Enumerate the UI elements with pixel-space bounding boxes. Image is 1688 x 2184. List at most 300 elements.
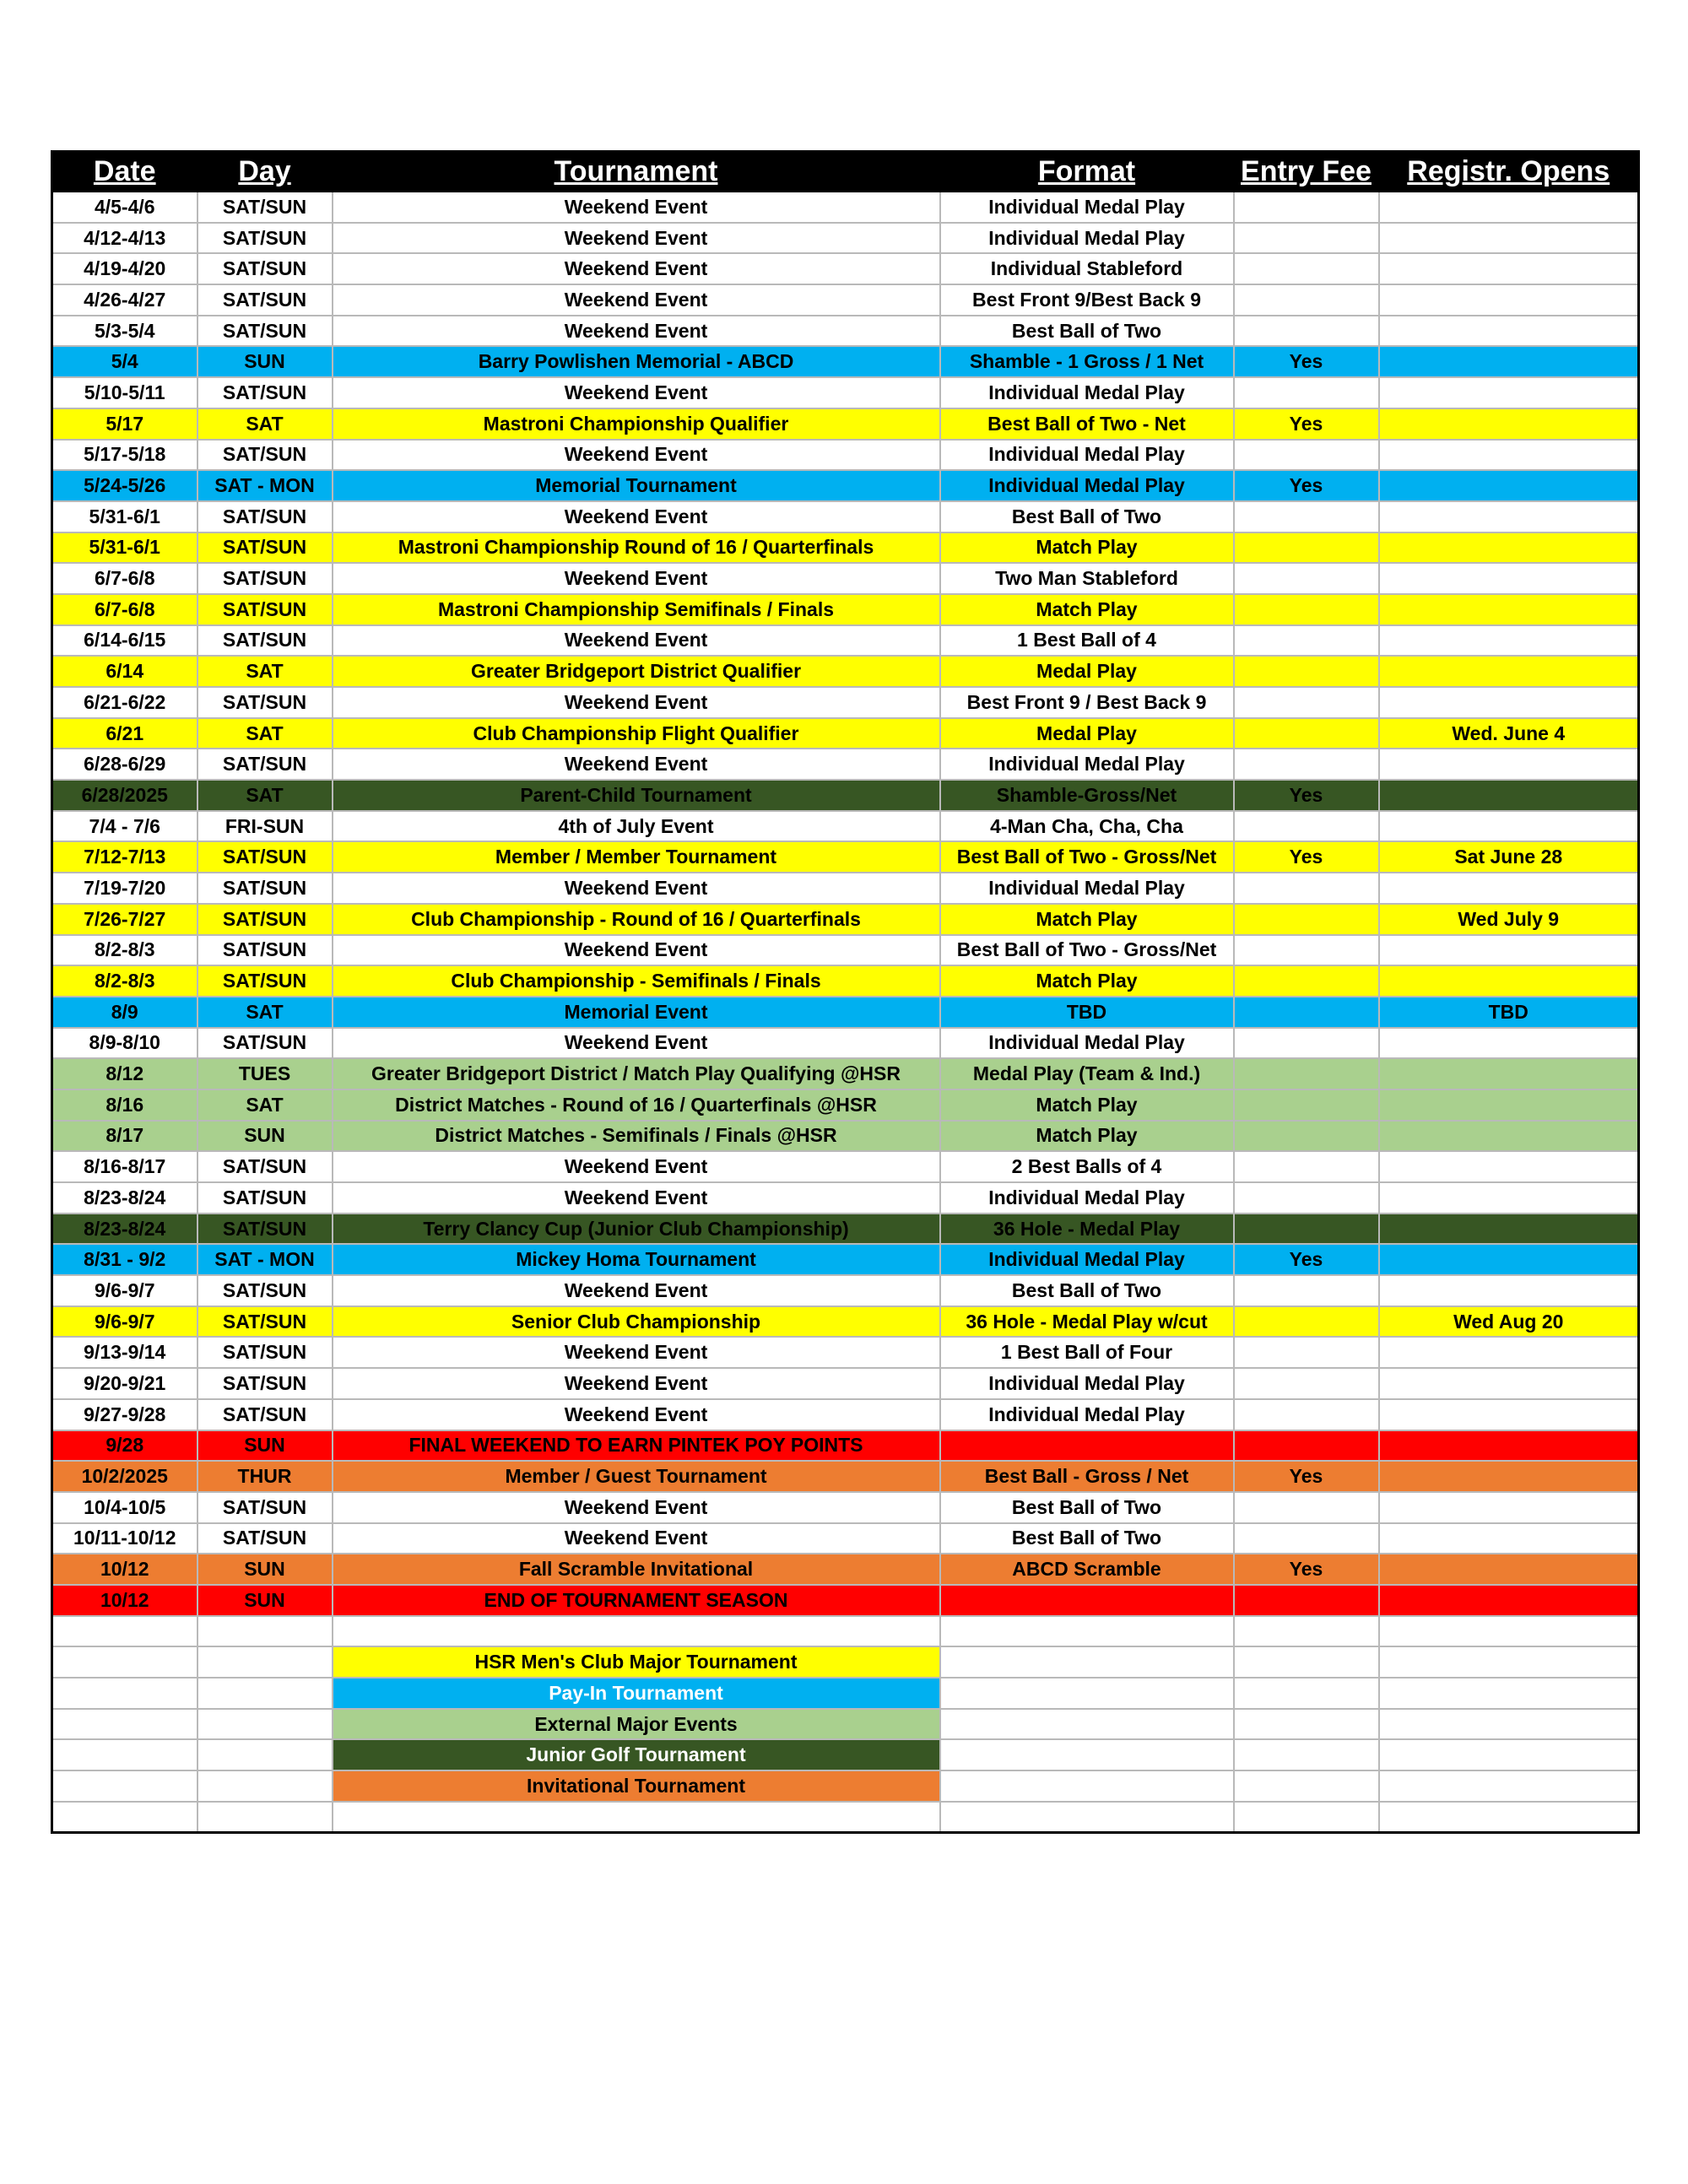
- table-row: [52, 563, 1639, 594]
- date-cell: 4/19-4/20: [52, 253, 197, 284]
- table-row: [52, 1430, 1639, 1462]
- tournament-cell: Weekend Event: [333, 501, 940, 532]
- entry-fee-cell: [1234, 687, 1379, 718]
- day-cell: SAT/SUN: [197, 532, 333, 564]
- entry-fee-cell: [1234, 532, 1379, 564]
- tournament-cell: Weekend Event: [333, 316, 940, 347]
- empty-cell: [940, 1709, 1234, 1740]
- empty-cell: [52, 1802, 197, 1833]
- format-cell: Best Ball - Gross / Net: [940, 1461, 1234, 1492]
- day-cell: SAT/SUN: [197, 1214, 333, 1245]
- empty-cell: [1234, 1709, 1379, 1740]
- empty-cell: [197, 1739, 333, 1770]
- format-cell: Medal Play: [940, 656, 1234, 687]
- tournament-cell: Mastroni Championship Round of 16 / Quarterfinals: [333, 532, 940, 564]
- date-cell: 8/23-8/24: [52, 1182, 197, 1214]
- registration-opens-cell: [1379, 1554, 1639, 1585]
- empty-cell: [940, 1802, 1234, 1833]
- tournament-cell: Greater Bridgeport District Qualifier: [333, 656, 940, 687]
- date-cell: 9/27-9/28: [52, 1399, 197, 1430]
- tournament-cell: Weekend Event: [333, 1182, 940, 1214]
- registration-opens-cell: [1379, 1337, 1639, 1368]
- format-cell: Best Ball of Two - Gross/Net: [940, 935, 1234, 966]
- registration-opens-cell: [1379, 687, 1639, 718]
- table-row: [52, 192, 1639, 223]
- date-cell: 6/7-6/8: [52, 563, 197, 594]
- table-row: [52, 904, 1639, 935]
- tournament-cell: Weekend Event: [333, 1523, 940, 1554]
- tournament-cell: Weekend Event: [333, 192, 940, 223]
- format-cell: Best Ball of Two - Gross/Net: [940, 841, 1234, 873]
- day-cell: SAT - MON: [197, 470, 333, 501]
- date-cell: 9/13-9/14: [52, 1337, 197, 1368]
- day-cell: SAT/SUN: [197, 1028, 333, 1059]
- registration-opens-cell: [1379, 935, 1639, 966]
- table-row: [52, 594, 1639, 625]
- format-cell: [940, 1430, 1234, 1462]
- registration-opens-cell: [1379, 594, 1639, 625]
- empty-cell: [197, 1770, 333, 1802]
- table-row: [52, 1306, 1639, 1338]
- entry-fee-cell: [1234, 656, 1379, 687]
- registration-opens-cell: [1379, 532, 1639, 564]
- table-row: [52, 253, 1639, 284]
- format-cell: Individual Medal Play: [940, 1399, 1234, 1430]
- table-row: [52, 1244, 1639, 1275]
- empty-cell: [1234, 1678, 1379, 1709]
- date-cell: 8/16: [52, 1089, 197, 1121]
- table-row: [52, 1523, 1639, 1554]
- entry-fee-cell: Yes: [1234, 1461, 1379, 1492]
- registration-opens-cell: [1379, 1028, 1639, 1059]
- date-cell: 5/17-5/18: [52, 440, 197, 471]
- tournament-cell: District Matches - Round of 16 / Quarterfinals @HSR: [333, 1089, 940, 1121]
- header-entry-fee: Entry Fee: [1234, 151, 1379, 192]
- date-cell: 5/24-5/26: [52, 470, 197, 501]
- entry-fee-cell: Yes: [1234, 470, 1379, 501]
- format-cell: Individual Medal Play: [940, 440, 1234, 471]
- format-cell: Shamble - 1 Gross / 1 Net: [940, 346, 1234, 377]
- format-cell: Individual Medal Play: [940, 749, 1234, 780]
- header-day: Day: [197, 151, 333, 192]
- entry-fee-cell: [1234, 563, 1379, 594]
- date-cell: 6/28-6/29: [52, 749, 197, 780]
- empty-cell: [52, 1770, 197, 1802]
- tournament-cell: Mastroni Championship Semifinals / Finals: [333, 594, 940, 625]
- tournament-cell: Barry Powlishen Memorial - ABCD: [333, 346, 940, 377]
- format-cell: Individual Medal Play: [940, 1182, 1234, 1214]
- entry-fee-cell: [1234, 965, 1379, 997]
- date-cell: 6/14-6/15: [52, 625, 197, 657]
- table-row: [52, 284, 1639, 316]
- tournament-cell: Weekend Event: [333, 935, 940, 966]
- registration-opens-cell: Wed Aug 20: [1379, 1306, 1639, 1338]
- table-row: [52, 1028, 1639, 1059]
- table-row: [52, 346, 1639, 377]
- table-row: [52, 1461, 1639, 1492]
- entry-fee-cell: [1234, 1399, 1379, 1430]
- empty-cell: [333, 1616, 940, 1647]
- format-cell: Match Play: [940, 532, 1234, 564]
- empty-cell: [197, 1646, 333, 1678]
- registration-opens-cell: [1379, 1430, 1639, 1462]
- date-cell: 8/9: [52, 997, 197, 1028]
- day-cell: SAT: [197, 718, 333, 749]
- date-cell: 7/19-7/20: [52, 873, 197, 904]
- table-row: [52, 965, 1639, 997]
- empty-cell: [1379, 1709, 1639, 1740]
- date-cell: 8/17: [52, 1121, 197, 1152]
- empty-cell: [1379, 1646, 1639, 1678]
- entry-fee-cell: [1234, 1337, 1379, 1368]
- date-cell: 9/6-9/7: [52, 1275, 197, 1306]
- table-row: [52, 1058, 1639, 1089]
- tournament-cell: Weekend Event: [333, 563, 940, 594]
- registration-opens-cell: [1379, 408, 1639, 440]
- empty-cell: [1379, 1616, 1639, 1647]
- date-cell: 5/31-6/1: [52, 532, 197, 564]
- day-cell: SAT/SUN: [197, 1151, 333, 1182]
- empty-cell: [940, 1770, 1234, 1802]
- legend: [52, 1616, 1639, 1833]
- format-cell: Shamble-Gross/Net: [940, 780, 1234, 811]
- format-cell: Individual Medal Play: [940, 192, 1234, 223]
- tournament-cell: Weekend Event: [333, 1337, 940, 1368]
- date-cell: 7/12-7/13: [52, 841, 197, 873]
- day-cell: SAT/SUN: [197, 377, 333, 408]
- tournament-cell: Mickey Homa Tournament: [333, 1244, 940, 1275]
- table-row: [52, 440, 1639, 471]
- tournament-cell: Fall Scramble Invitational: [333, 1554, 940, 1585]
- format-cell: Individual Medal Play: [940, 1368, 1234, 1399]
- format-cell: Match Play: [940, 965, 1234, 997]
- date-cell: 4/12-4/13: [52, 223, 197, 254]
- registration-opens-cell: Sat June 28: [1379, 841, 1639, 873]
- entry-fee-cell: [1234, 873, 1379, 904]
- table-row: [52, 470, 1639, 501]
- header-tournament: Tournament: [333, 151, 940, 192]
- registration-opens-cell: [1379, 1151, 1639, 1182]
- table-row: [52, 1368, 1639, 1399]
- registration-opens-cell: [1379, 284, 1639, 316]
- empty-cell: [1234, 1646, 1379, 1678]
- tournament-cell: Weekend Event: [333, 749, 940, 780]
- table-row: [52, 749, 1639, 780]
- empty-cell: [1234, 1616, 1379, 1647]
- entry-fee-cell: Yes: [1234, 346, 1379, 377]
- entry-fee-cell: [1234, 1121, 1379, 1152]
- date-cell: 10/4-10/5: [52, 1492, 197, 1523]
- tournament-cell: Terry Clancy Cup (Junior Club Championship): [333, 1214, 940, 1245]
- day-cell: SAT: [197, 408, 333, 440]
- tournament-cell: Weekend Event: [333, 1275, 940, 1306]
- empty-cell: [197, 1709, 333, 1740]
- empty-cell: [333, 1802, 940, 1833]
- day-cell: SAT/SUN: [197, 873, 333, 904]
- day-cell: SAT/SUN: [197, 501, 333, 532]
- tournament-cell: District Matches - Semifinals / Finals @HSR: [333, 1121, 940, 1152]
- day-cell: SAT/SUN: [197, 1368, 333, 1399]
- table-row: [52, 1492, 1639, 1523]
- registration-opens-cell: [1379, 780, 1639, 811]
- registration-opens-cell: [1379, 656, 1639, 687]
- table-row: [52, 1399, 1639, 1430]
- tournament-cell: Weekend Event: [333, 1492, 940, 1523]
- date-cell: 6/28/2025: [52, 780, 197, 811]
- date-cell: 5/31-6/1: [52, 501, 197, 532]
- registration-opens-cell: [1379, 749, 1639, 780]
- legend-row: [52, 1770, 1639, 1802]
- format-cell: 2 Best Balls of 4: [940, 1151, 1234, 1182]
- registration-opens-cell: [1379, 1368, 1639, 1399]
- day-cell: SAT/SUN: [197, 687, 333, 718]
- tournament-cell: Greater Bridgeport District / Match Play Qualifying @HSR: [333, 1058, 940, 1089]
- date-cell: 5/3-5/4: [52, 316, 197, 347]
- registration-opens-cell: [1379, 1214, 1639, 1245]
- empty-cell: [1234, 1770, 1379, 1802]
- day-cell: SAT: [197, 656, 333, 687]
- day-cell: SAT/SUN: [197, 1399, 333, 1430]
- entry-fee-cell: [1234, 625, 1379, 657]
- tournament-cell: Member / Guest Tournament: [333, 1461, 940, 1492]
- day-cell: SAT/SUN: [197, 253, 333, 284]
- registration-opens-cell: [1379, 223, 1639, 254]
- format-cell: 1 Best Ball of Four: [940, 1337, 1234, 1368]
- tournament-cell: Mastroni Championship Qualifier: [333, 408, 940, 440]
- day-cell: SAT/SUN: [197, 965, 333, 997]
- tournament-cell: Weekend Event: [333, 377, 940, 408]
- tournament-cell: Weekend Event: [333, 223, 940, 254]
- entry-fee-cell: [1234, 1523, 1379, 1554]
- entry-fee-cell: [1234, 1151, 1379, 1182]
- legend-label: Invitational Tournament: [333, 1770, 940, 1802]
- format-cell: Best Front 9/Best Back 9: [940, 284, 1234, 316]
- day-cell: SAT/SUN: [197, 594, 333, 625]
- empty-cell: [1379, 1770, 1639, 1802]
- tournament-cell: Weekend Event: [333, 1368, 940, 1399]
- tournament-cell: Weekend Event: [333, 625, 940, 657]
- registration-opens-cell: [1379, 1523, 1639, 1554]
- header-row: [52, 151, 1639, 192]
- day-cell: SAT/SUN: [197, 749, 333, 780]
- format-cell: Individual Medal Play: [940, 873, 1234, 904]
- day-cell: SUN: [197, 1430, 333, 1462]
- table-row: [52, 408, 1639, 440]
- registration-opens-cell: [1379, 346, 1639, 377]
- tournament-cell: Weekend Event: [333, 284, 940, 316]
- format-cell: Best Ball of Two: [940, 316, 1234, 347]
- legend-label: HSR Men's Club Major Tournament: [333, 1646, 940, 1678]
- entry-fee-cell: [1234, 1585, 1379, 1616]
- day-cell: SUN: [197, 1585, 333, 1616]
- tournament-schedule-table: [51, 150, 1640, 1834]
- date-cell: 5/4: [52, 346, 197, 377]
- registration-opens-cell: [1379, 316, 1639, 347]
- tournament-cell: END OF TOURNAMENT SEASON: [333, 1585, 940, 1616]
- date-cell: 8/23-8/24: [52, 1214, 197, 1245]
- format-cell: Medal Play (Team & Ind.): [940, 1058, 1234, 1089]
- registration-opens-cell: [1379, 440, 1639, 471]
- format-cell: Individual Medal Play: [940, 377, 1234, 408]
- day-cell: SAT/SUN: [197, 625, 333, 657]
- table-row: [52, 1214, 1639, 1245]
- format-cell: Best Ball of Two: [940, 1492, 1234, 1523]
- format-cell: ABCD Scramble: [940, 1554, 1234, 1585]
- table-row: [52, 935, 1639, 966]
- empty-cell: [52, 1739, 197, 1770]
- entry-fee-cell: [1234, 1275, 1379, 1306]
- registration-opens-cell: [1379, 192, 1639, 223]
- empty-row: [52, 1802, 1639, 1833]
- registration-opens-cell: [1379, 873, 1639, 904]
- format-cell: TBD: [940, 997, 1234, 1028]
- registration-opens-cell: [1379, 563, 1639, 594]
- entry-fee-cell: [1234, 440, 1379, 471]
- table-row: [52, 780, 1639, 811]
- tournament-cell: Weekend Event: [333, 1151, 940, 1182]
- format-cell: Medal Play: [940, 718, 1234, 749]
- tournament-cell: Parent-Child Tournament: [333, 780, 940, 811]
- tournament-cell: Club Championship - Semifinals / Finals: [333, 965, 940, 997]
- header-date: Date: [52, 151, 197, 192]
- format-cell: Match Play: [940, 904, 1234, 935]
- registration-opens-cell: [1379, 1492, 1639, 1523]
- legend-row: [52, 1739, 1639, 1770]
- registration-opens-cell: Wed. June 4: [1379, 718, 1639, 749]
- legend-row: [52, 1709, 1639, 1740]
- legend-row: [52, 1646, 1639, 1678]
- table-row: [52, 377, 1639, 408]
- registration-opens-cell: [1379, 625, 1639, 657]
- registration-opens-cell: [1379, 1121, 1639, 1152]
- day-cell: SAT/SUN: [197, 440, 333, 471]
- tournament-cell: Memorial Tournament: [333, 470, 940, 501]
- day-cell: TUES: [197, 1058, 333, 1089]
- day-cell: SAT/SUN: [197, 1492, 333, 1523]
- tournament-cell: Member / Member Tournament: [333, 841, 940, 873]
- format-cell: Individual Medal Play: [940, 223, 1234, 254]
- format-cell: Match Play: [940, 594, 1234, 625]
- table-row: [52, 841, 1639, 873]
- date-cell: 6/21: [52, 718, 197, 749]
- tournament-cell: Weekend Event: [333, 687, 940, 718]
- format-cell: Best Ball of Two - Net: [940, 408, 1234, 440]
- format-cell: Best Front 9 / Best Back 9: [940, 687, 1234, 718]
- table-row: [52, 997, 1639, 1028]
- date-cell: 8/9-8/10: [52, 1028, 197, 1059]
- format-cell: Two Man Stableford: [940, 563, 1234, 594]
- table-row: [52, 811, 1639, 842]
- table-row: [52, 1275, 1639, 1306]
- date-cell: 8/2-8/3: [52, 935, 197, 966]
- date-cell: 7/26-7/27: [52, 904, 197, 935]
- entry-fee-cell: [1234, 284, 1379, 316]
- table-row: [52, 625, 1639, 657]
- date-cell: 5/17: [52, 408, 197, 440]
- date-cell: 10/12: [52, 1554, 197, 1585]
- table-row: [52, 1089, 1639, 1121]
- registration-opens-cell: [1379, 1089, 1639, 1121]
- tournament-cell: Weekend Event: [333, 1399, 940, 1430]
- day-cell: SAT/SUN: [197, 1523, 333, 1554]
- date-cell: 10/2/2025: [52, 1461, 197, 1492]
- legend-label: Junior Golf Tournament: [333, 1739, 940, 1770]
- entry-fee-cell: [1234, 1214, 1379, 1245]
- table-row: [52, 1554, 1639, 1585]
- registration-opens-cell: [1379, 1058, 1639, 1089]
- format-cell: Best Ball of Two: [940, 1275, 1234, 1306]
- registration-opens-cell: [1379, 1461, 1639, 1492]
- tournament-cell: Memorial Event: [333, 997, 940, 1028]
- entry-fee-cell: [1234, 811, 1379, 842]
- tournament-cell: Weekend Event: [333, 1028, 940, 1059]
- empty-row: [52, 1616, 1639, 1647]
- entry-fee-cell: [1234, 316, 1379, 347]
- format-cell: Individual Stableford: [940, 253, 1234, 284]
- date-cell: 7/4 - 7/6: [52, 811, 197, 842]
- entry-fee-cell: [1234, 501, 1379, 532]
- registration-opens-cell: [1379, 811, 1639, 842]
- entry-fee-cell: Yes: [1234, 1554, 1379, 1585]
- entry-fee-cell: [1234, 718, 1379, 749]
- entry-fee-cell: [1234, 1182, 1379, 1214]
- table-row: [52, 873, 1639, 904]
- registration-opens-cell: [1379, 1399, 1639, 1430]
- tournament-cell: Club Championship Flight Qualifier: [333, 718, 940, 749]
- date-cell: 6/7-6/8: [52, 594, 197, 625]
- day-cell: FRI-SUN: [197, 811, 333, 842]
- header-format: Format: [940, 151, 1234, 192]
- empty-cell: [1379, 1678, 1639, 1709]
- table-row: [52, 1151, 1639, 1182]
- format-cell: Individual Medal Play: [940, 1028, 1234, 1059]
- entry-fee-cell: [1234, 1368, 1379, 1399]
- entry-fee-cell: [1234, 192, 1379, 223]
- entry-fee-cell: [1234, 253, 1379, 284]
- date-cell: 8/12: [52, 1058, 197, 1089]
- day-cell: SAT/SUN: [197, 563, 333, 594]
- registration-opens-cell: [1379, 501, 1639, 532]
- empty-cell: [940, 1739, 1234, 1770]
- date-cell: 4/5-4/6: [52, 192, 197, 223]
- format-cell: Match Play: [940, 1121, 1234, 1152]
- entry-fee-cell: [1234, 935, 1379, 966]
- day-cell: SAT/SUN: [197, 192, 333, 223]
- format-cell: Best Ball of Two: [940, 1523, 1234, 1554]
- tournament-cell: Weekend Event: [333, 440, 940, 471]
- format-cell: Individual Medal Play: [940, 1244, 1234, 1275]
- format-cell: 36 Hole - Medal Play w/cut: [940, 1306, 1234, 1338]
- legend-label: External Major Events: [333, 1709, 940, 1740]
- format-cell: 36 Hole - Medal Play: [940, 1214, 1234, 1245]
- date-cell: 6/21-6/22: [52, 687, 197, 718]
- entry-fee-cell: [1234, 1430, 1379, 1462]
- table-row: [52, 1121, 1639, 1152]
- entry-fee-cell: [1234, 1089, 1379, 1121]
- table-row: [52, 532, 1639, 564]
- entry-fee-cell: Yes: [1234, 841, 1379, 873]
- table-row: [52, 223, 1639, 254]
- empty-cell: [197, 1678, 333, 1709]
- tournament-cell: Club Championship - Round of 16 / Quarterfinals: [333, 904, 940, 935]
- header-registration-opens: Registr. Opens: [1379, 151, 1639, 192]
- date-cell: 10/11-10/12: [52, 1523, 197, 1554]
- date-cell: 8/31 - 9/2: [52, 1244, 197, 1275]
- empty-cell: [52, 1646, 197, 1678]
- day-cell: SAT/SUN: [197, 1275, 333, 1306]
- empty-cell: [940, 1678, 1234, 1709]
- date-cell: 9/28: [52, 1430, 197, 1462]
